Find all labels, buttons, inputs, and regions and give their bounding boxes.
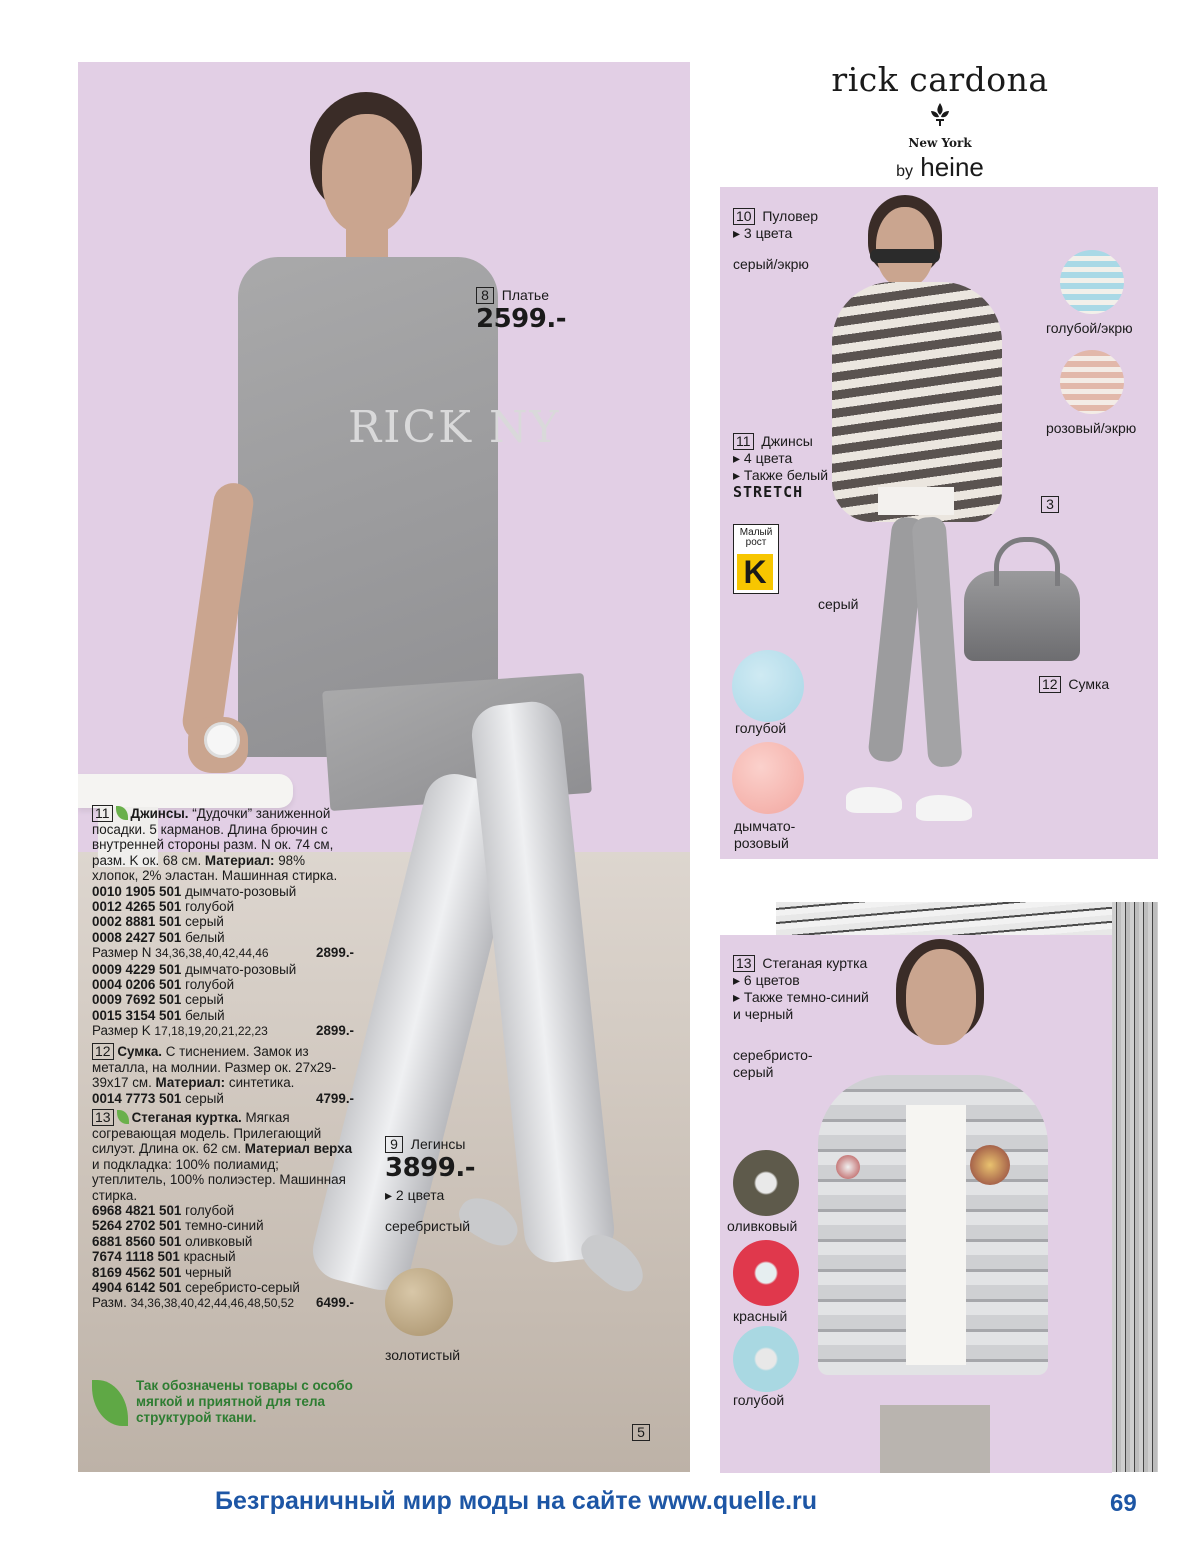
sweater-label xyxy=(733,208,818,273)
swatch-pink-ecru[interactable] xyxy=(1060,350,1124,414)
item-number: 10 xyxy=(733,208,755,225)
code-row: 7674 1118 501 красный xyxy=(92,1249,236,1265)
sweater-colors: ▸ 3 цвета xyxy=(733,225,793,241)
bag-title: Сумка xyxy=(1068,676,1110,692)
jacket-label xyxy=(733,955,873,1081)
tunic-print: RICK NY xyxy=(348,402,561,453)
code-row: 0004 0206 501 голубой xyxy=(92,977,235,993)
jeans xyxy=(880,1405,990,1473)
code-row: 0014 7773 501 серый 4799.- xyxy=(92,1090,354,1106)
jeans-description: 11 Джинсы. “Дудочки” заниженной посадки. 5 карманов. Длина брючин с внутренней стороны разм. N ок. 74 см, разм. K ок. 68 см. Материал: 98% хлопок, 2% эластан. Машинная стирка. xyxy=(92,805,338,884)
size-price-row: Размер N 34,36,38,40,42,44,46 2899.- xyxy=(92,945,354,961)
jacket-color-main: серебристо-серый xyxy=(733,1047,813,1080)
jeans-color-main: серый xyxy=(818,596,859,612)
jacket-colors: ▸ 6 цветов xyxy=(733,972,800,988)
code-row: 0008 2427 501 белый xyxy=(92,929,225,945)
swatch-red-label: красный xyxy=(733,1308,788,1324)
petite-size-badge: Малый рост K xyxy=(733,524,779,594)
leggings-title: Легинсы xyxy=(410,1136,466,1152)
badge-icon xyxy=(970,1145,1010,1185)
swatch-light-blue-ecru[interactable] xyxy=(1060,250,1124,314)
jacket-title: Стеганая куртка xyxy=(762,955,868,971)
jeans-colors: ▸ 4 цвета xyxy=(733,450,793,466)
code-row: 0002 8881 501 серый xyxy=(92,914,224,930)
item-number: 8 xyxy=(476,287,494,304)
item-number: 11 xyxy=(733,433,754,450)
jacket-description: 13 Стеганая куртка. Мягкая согревающая модель. Прилегающий силуэт. Длина ок. 62 см. Материал верха и подкладка: 100% полиамид; утеплитель, 100% полиэстер. Машинная стирка. xyxy=(92,1108,353,1203)
swatch-red[interactable] xyxy=(733,1240,799,1306)
code-row: 0009 4229 501 дымчато-розовый xyxy=(92,961,297,977)
swatch-gold-label: золотистый xyxy=(385,1347,461,1363)
size-price-row: Разм. 34,36,38,40,42,44,46,48,50,52 6499.- xyxy=(92,1295,354,1311)
jeans-also: ▸ Также белый xyxy=(733,467,829,483)
badge-icon xyxy=(836,1155,860,1179)
soft-fabric-note-text: Так обозначены товары с особо мягкой и приятной для тела структурой ткани. xyxy=(136,1378,353,1425)
swatch-light-blue-jacket[interactable] xyxy=(733,1326,799,1392)
swatch-smoky-pink[interactable] xyxy=(732,742,804,814)
code-row: 4904 6142 501 серебристо-серый xyxy=(92,1279,300,1295)
white-top xyxy=(878,487,954,515)
swatch-smoky-pink-label: дымчато-розовый xyxy=(734,818,796,851)
bag-label xyxy=(1039,676,1109,693)
jeans-label xyxy=(733,433,828,501)
code-row: 0010 1905 501 дымчато-розовый xyxy=(92,883,297,899)
jeans-leg-right xyxy=(911,516,962,768)
sunglasses-icon xyxy=(870,249,940,263)
handbag-handle xyxy=(994,537,1060,586)
code-row: 5264 2702 501 темно-синий xyxy=(92,1218,264,1234)
soft-fabric-leaf-icon xyxy=(116,806,128,820)
brand-name: rick cardona xyxy=(831,60,1049,99)
stretch-badge: STRETCH xyxy=(733,483,804,501)
model-face xyxy=(876,207,934,287)
swatch-olive[interactable] xyxy=(733,1150,799,1216)
watch-icon xyxy=(204,722,240,758)
bench xyxy=(78,774,293,808)
sneaker-left xyxy=(846,787,902,813)
dress-title: Платье xyxy=(501,287,549,303)
code-row: 6968 4821 501 голубой xyxy=(92,1202,235,1218)
code-row: 8169 4562 501 черный xyxy=(92,1264,232,1280)
fleur-icon xyxy=(927,101,953,127)
leggings-label xyxy=(385,1136,475,1235)
leggings-color-main: серебристый xyxy=(385,1218,471,1234)
leggings-colors: ▸ 2 цвета xyxy=(385,1187,445,1203)
bag-description: 12 Сумка. С тиснением. Замок из металла, на молнии. Размер ок. 27x29-39x17 см. Материал: синтетика. xyxy=(92,1042,337,1091)
item-number: 13 xyxy=(733,955,755,972)
brand-by: by heine xyxy=(896,152,984,182)
sweater-color-main: серый/экрю xyxy=(733,256,809,272)
model-face xyxy=(322,114,412,234)
product-description xyxy=(92,805,354,1312)
swatch-light-blue-ecru-label: голубой/экрю xyxy=(1046,320,1133,336)
white-tshirt xyxy=(906,1105,966,1365)
swatch-light-blue-jacket-label: голубой xyxy=(733,1392,785,1408)
code-row: 0012 4265 501 голубой xyxy=(92,899,235,915)
dress-price: 2599.- xyxy=(476,304,567,334)
dress-label xyxy=(476,287,566,334)
code-row: 6881 8560 501 оливковый xyxy=(92,1233,253,1249)
brand-location: New York xyxy=(908,136,972,150)
swatch-olive-label: оливковый xyxy=(727,1218,798,1234)
jeans-title: Джинсы xyxy=(761,433,813,449)
sneaker-right xyxy=(916,795,972,821)
striped-sweater xyxy=(832,282,1002,522)
swatch-pink-ecru-label: розовый/экрю xyxy=(1046,420,1137,436)
swatch-gold[interactable] xyxy=(385,1268,453,1336)
size-price-row: Размер K 17,18,19,20,21,22,23 2899.- xyxy=(92,1023,354,1039)
brand-logo xyxy=(820,60,1060,183)
page-number: 69 xyxy=(1110,1490,1137,1517)
code-row: 0009 7692 501 серый xyxy=(92,992,224,1008)
soft-fabric-leaf-icon xyxy=(117,1110,129,1124)
jacket-also: ▸ Также темно-синий и черный xyxy=(733,989,869,1022)
item-number: 12 xyxy=(1039,676,1061,693)
code-row: 0015 3154 501 белый xyxy=(92,1007,225,1023)
swatch-light-blue-label: голубой xyxy=(735,720,787,736)
leggings-price: 3899.- xyxy=(385,1153,476,1183)
item-number: 9 xyxy=(385,1136,403,1153)
swatch-light-blue[interactable] xyxy=(732,650,804,722)
footer-text: Безграничный мир моды на сайте www.quelle.ru xyxy=(215,1487,818,1515)
photo-ref-5: 5 xyxy=(632,1424,650,1442)
model-face xyxy=(906,949,976,1045)
sweater-title: Пуловер xyxy=(762,208,819,224)
photo-ref-3: 3 xyxy=(1041,496,1059,514)
